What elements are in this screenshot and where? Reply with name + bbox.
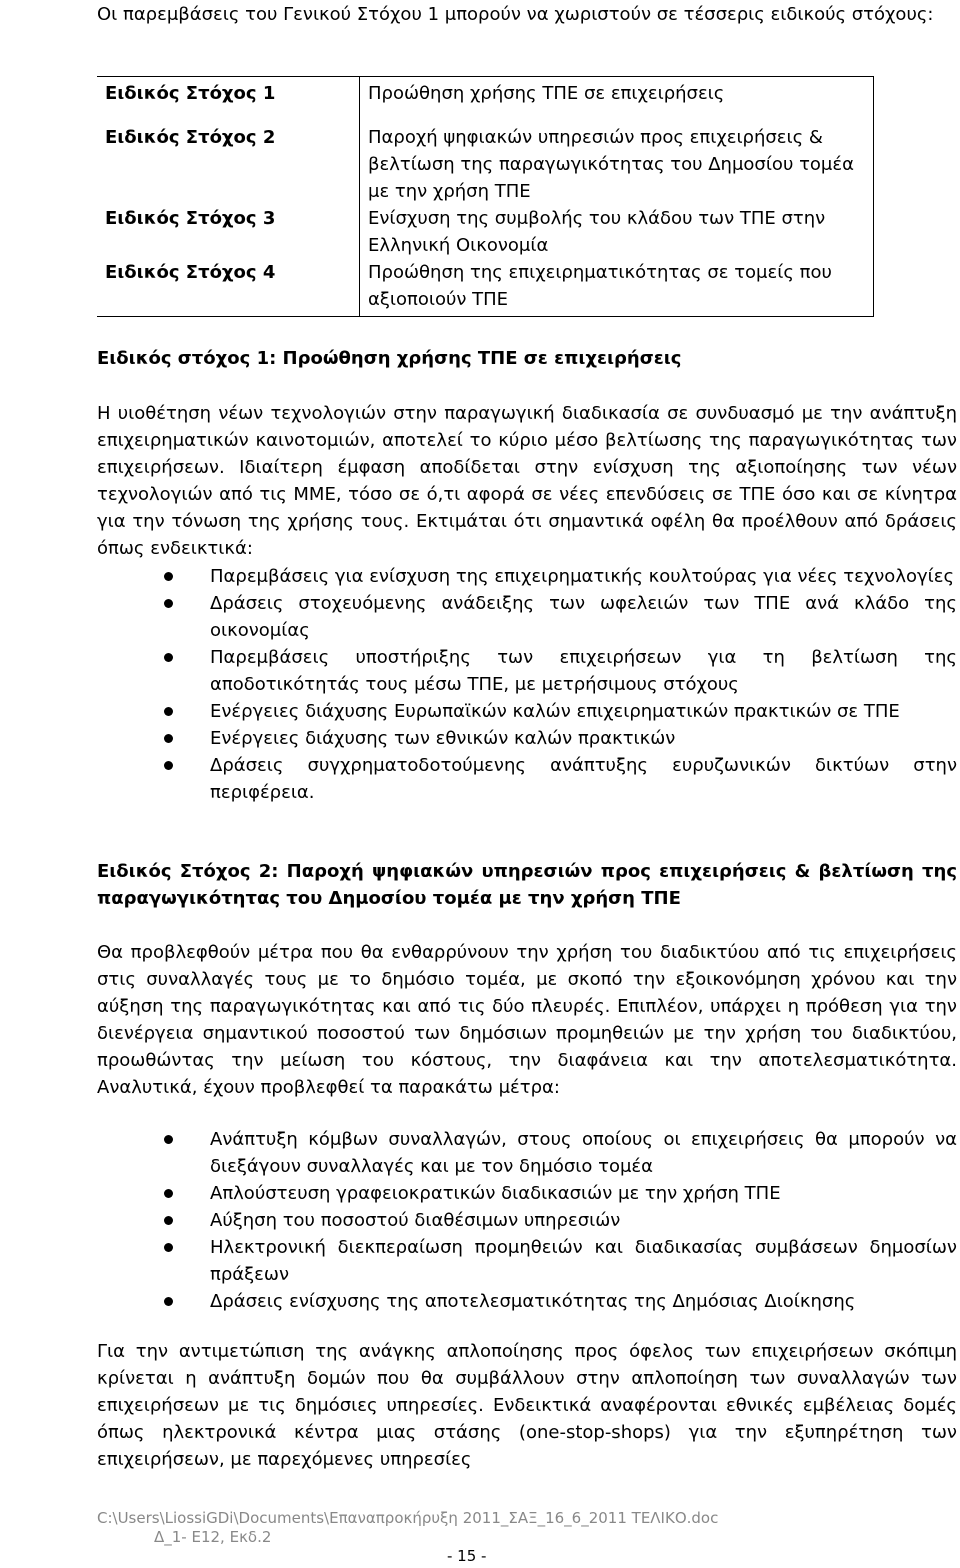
goal-description: Ενίσχυση της συμβολής του κλάδου των ΤΠΕ στην Ελληνική Οικονομία (360, 205, 874, 259)
list-item (97, 590, 957, 644)
bullet-icon (164, 1135, 173, 1144)
list-item-text: Δράσεις συγχρηματοδοτούμενης ανάπτυξης ευρυζωνικών δικτύων στην περιφέρεια. (210, 755, 957, 803)
list-item-text: Ενέργειες διάχυσης Ευρωπαϊκών καλών επιχειρηματικών πρακτικών σε ΤΠΕ (210, 701, 900, 722)
list-item (97, 1207, 957, 1234)
list-item-text: Απλούστευση γραφειοκρατικών διαδικασιών με την χρήση ΤΠΕ (210, 1183, 781, 1204)
list-item (97, 1234, 957, 1288)
list-item (97, 644, 957, 698)
list-item-text: Αύξηση του ποσοστού διαθέσιμων υπηρεσιών (210, 1210, 621, 1231)
bullet-icon (164, 1243, 173, 1252)
table-row (97, 124, 874, 205)
bullet-icon (164, 1216, 173, 1225)
list-item (97, 1180, 957, 1207)
intro-paragraph: Οι παρεμβάσεις του Γενικού Στόχου 1 μπορούν να χωριστούν σε τέσσερις ειδικούς στόχους: (97, 4, 934, 25)
list-item-text: Παρεμβάσεις υποστήριξης των επιχειρήσεων για τη βελτίωση της αποδοτικότητάς τους μέσω ΤΠΕ, με μετρήσιμους στόχους (210, 647, 957, 695)
goal-label: Ειδικός Στόχος 1 (97, 77, 360, 125)
bullet-icon (164, 572, 173, 581)
list-item (97, 752, 957, 806)
list-item (97, 563, 957, 590)
section-1-heading: Ειδικός στόχος 1: Προώθηση χρήσης ΤΠΕ σε επιχειρήσεις (97, 348, 682, 369)
list-item-text: Ενέργειες διάχυσης των εθνικών καλών πρακτικών (210, 728, 676, 749)
list-item-text: Ανάπτυξη κόμβων συναλλαγών, στους οποίους οι επιχειρήσεις θα μπορούν να διεξάγουν συναλλαγές και με τον δημόσιο τομέα (210, 1129, 957, 1177)
section-1-paragraph: Η υιοθέτηση νέων τεχνολογιών στην παραγωγική διαδικασία σε συνδυασμό με την ανάπτυξη επιχειρηματικών καινοτομιών, αποτελεί το κύριο μέσο βελτίωσης της παραγωγικότητας των επιχειρήσεων. Ιδιαίτερη έμφαση αποδίδεται στην ενίσχυση της αξιοποίησης των νέων τεχνολογιών από τις ΜΜΕ, τόσο σε ό,τι αφορά σε νέες επενδύσεις σε ΤΠΕ όσο και σε κίνητρα για την τόνωση της χρήσης τους. Εκτιμάται ότι σημαντικά οφέλη θα προέλθουν από δράσεις όπως ενδεικτικά: (97, 403, 957, 559)
section-2-paragraph: Θα προβλεφθούν μέτρα που θα ενθαρρύνουν την χρήση του διαδικτύου από τις επιχειρήσεις στις συναλλαγές τους με το δημόσιο τομέα, με σκοπό την εξοικονόμηση χρόνου και την αύξηση της παραγωγικότητας και από τις δύο πλευρές. Επιπλέον, υπάρχει η πρόθεση για την διενέργεια σημαντικού ποσοστού των δημόσιων προμηθειών με την χρήση του διαδικτύου, προωθώντας την μείωση του κόστους, την διαφάνεια και την αποτελεσματικότητα. Αναλυτικά, έχουν προβλεφθεί τα παρακάτω μέτρα: (97, 942, 957, 1098)
bullet-icon (164, 1189, 173, 1198)
bullet-icon (164, 761, 173, 770)
bullet-icon (164, 599, 173, 608)
section-2-bullet-list (97, 1126, 957, 1315)
section-2-closing-paragraph: Για την αντιμετώπιση της ανάγκης απλοποίησης προς όφελος των επιχειρήσεων σκόπιμη κρίνεται η ανάπτυξη δομών που θα συμβάλλουν στην απλοποίηση των συναλλαγών των επιχειρήσεων με τις δημόσιες υπηρεσίες. Ενδεικτικά αναφέρονται εθνικές εμβέλειας δομές όπως ηλεκτρονικά κέντρα μιας στάσης (one-stop-shops) για την εξυπηρέτηση των επιχειρήσεων, με παρεχόμενες υπηρεσίες (97, 1341, 957, 1470)
table-row (97, 205, 874, 259)
list-item (97, 1288, 957, 1315)
bullet-icon (164, 707, 173, 716)
goal-description: Προώθηση χρήσης ΤΠΕ σε επιχειρήσεις (360, 77, 874, 125)
list-item-text: Ηλεκτρονική διεκπεραίωση προμηθειών και διαδικασίας συμβάσεων δημοσίων πράξεων (210, 1237, 957, 1285)
list-item-text: Δράσεις στοχευόμενης ανάδειξης των ωφελειών των ΤΠΕ ανά κλάδο της οικονομίας (210, 593, 957, 641)
specific-goals-table (97, 76, 874, 317)
list-item (97, 1126, 957, 1180)
table-row (97, 77, 874, 125)
list-item (97, 698, 957, 725)
goal-description: Παροχή ψηφιακών υπηρεσιών προς επιχειρήσεις & βελτίωση της παραγωγικότητας του Δημοσίου τομέα με την χρήση ΤΠΕ (360, 124, 874, 205)
bullet-icon (164, 653, 173, 662)
footer-file-path: C:\Users\LiossiGDi\Documents\Επαναπροκήρυξη 2011_ΣΑΞ_16_6_2011 ΤΕΛΙΚΟ.doc (97, 1509, 719, 1527)
bullet-icon (164, 734, 173, 743)
list-item (97, 725, 957, 752)
goal-label: Ειδικός Στόχος 3 (105, 208, 276, 229)
table-row (97, 259, 874, 317)
section-1-bullet-list (97, 563, 957, 806)
goal-label: Ειδικός Στόχος 2 (105, 127, 276, 148)
goal-description: Προώθηση της επιχειρηματικότητας σε τομείς που αξιοποιούν ΤΠΕ (360, 259, 874, 317)
page-number: - 15 - (447, 1547, 487, 1565)
bullet-icon (164, 1297, 173, 1306)
section-2-heading: Ειδικός Στόχος 2: Παροχή ψηφιακών υπηρεσιών προς επιχειρήσεις & βελτίωση της παραγωγικότητας του Δημοσίου τομέα με την χρήση ΤΠΕ (97, 861, 957, 909)
goal-label: Ειδικός Στόχος 4 (97, 259, 360, 317)
list-item-text: Παρεμβάσεις για ενίσχυση της επιχειρηματικής κουλτούρας για νέες τεχνολογίες (210, 566, 955, 587)
footer-document-code: Δ_1- Ε12, Εκδ.2 (154, 1528, 272, 1546)
list-item-text: Δράσεις ενίσχυσης της αποτελεσματικότητας της Δημόσιας Διοίκησης (210, 1291, 856, 1312)
